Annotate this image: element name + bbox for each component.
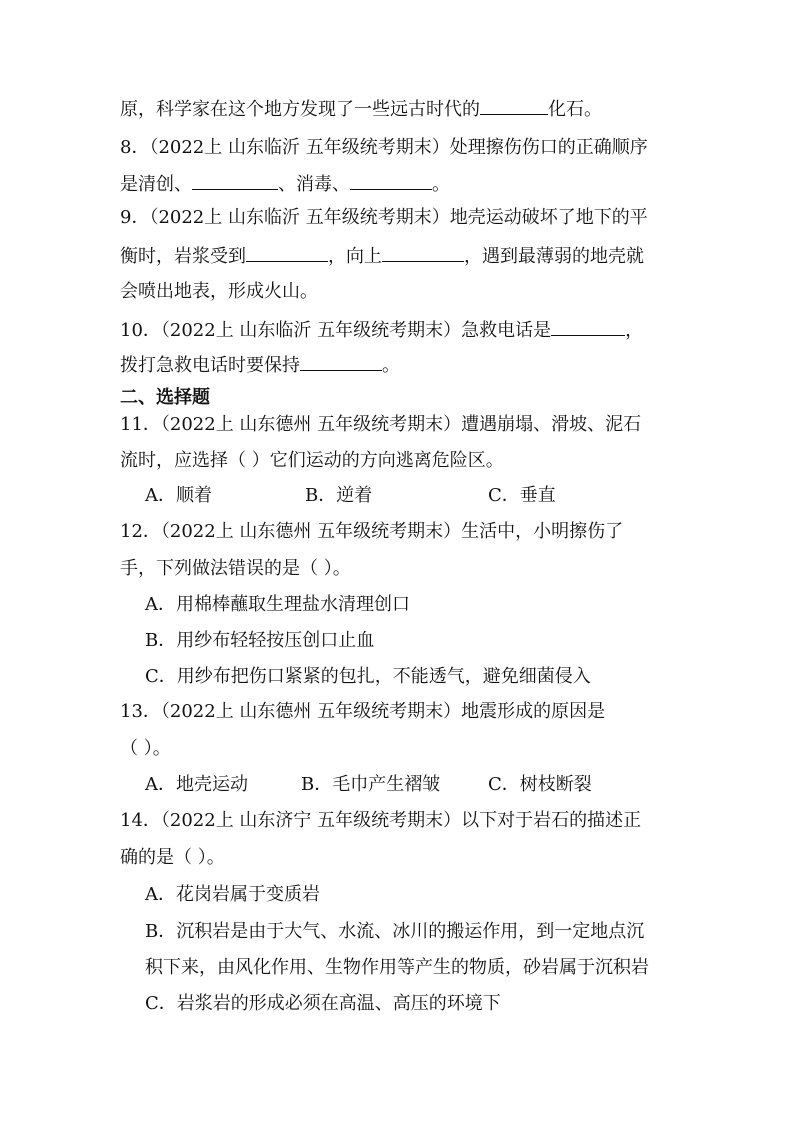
q10-text-d: 。 xyxy=(382,355,400,376)
q12-line1: 12．（2022上 山东德州 五年级统考期末）生活中，小明擦伤了 xyxy=(120,521,624,542)
q9-text-c: ，遇到最薄弱的地壳就 xyxy=(464,246,644,267)
q14-line1: 14．（2022上 山东济宁 五年级统考期末）以下对于岩石的描述正 xyxy=(120,810,642,831)
q11-option-a: A．顺着 xyxy=(145,485,212,506)
q9-blank-2 xyxy=(382,243,464,262)
q14-option-c: C．岩浆岩的形成必须在高温、高压的环境下 xyxy=(145,993,501,1014)
q10-blank-2 xyxy=(300,352,382,371)
q8-blank-1 xyxy=(192,171,278,190)
q13-line1: 13．（2022上 山东德州 五年级统考期末）地震形成的原因是 xyxy=(120,701,606,722)
q14-option-b-line1: B．沉积岩是由于大气、水流、冰川的搬运作用，到一定地点沉 xyxy=(145,921,645,942)
q12-option-b: B．用纱布轻轻按压创口止血 xyxy=(145,630,375,651)
q7-blank xyxy=(480,96,548,115)
q9-line2 xyxy=(120,243,680,269)
q9-text-a: 衡时，岩浆受到 xyxy=(120,246,246,267)
q12-option-c: C．用纱布把伤口紧紧的包扎，不能透气，避免细菌侵入 xyxy=(145,666,591,687)
q8-text-a: 是清创、 xyxy=(120,174,192,195)
q11-option-c: C．垂直 xyxy=(488,485,556,506)
q8-line2 xyxy=(120,171,680,197)
q14-line2: 确的是（ ）。 xyxy=(120,847,225,868)
q13-option-c: C．树枝断裂 xyxy=(488,774,592,795)
q10-text-b: ， xyxy=(625,320,644,341)
q12-line2: 手，下列做法错误的是（ ）。 xyxy=(120,558,351,579)
q9-blank-1 xyxy=(246,243,328,262)
q9-line1: 9．（2022上 山东临沂 五年级统考期末）地壳运动破坏了地下的平 xyxy=(120,207,648,228)
q10-text-a: 10．（2022上 山东临沂 五年级统考期末）急救电话是 xyxy=(120,320,552,341)
q13-option-b: B．毛巾产生褶皱 xyxy=(301,774,441,795)
q13-option-a: A．地壳运动 xyxy=(145,774,248,795)
q13-line2: （ ）。 xyxy=(120,738,171,759)
q7-line xyxy=(120,96,680,122)
q10-line1 xyxy=(120,317,680,343)
q10-line2 xyxy=(120,352,680,378)
q7-suffix: 化石。 xyxy=(548,99,602,120)
q8-text-b: 、消毒、 xyxy=(278,174,350,195)
q8-text-c: 。 xyxy=(432,174,450,195)
q9-line3: 会喷出地表，形成火山。 xyxy=(120,281,318,302)
q14-option-a: A．花岗岩属于变质岩 xyxy=(145,884,320,905)
q12-option-a: A．用棉棒蘸取生理盐水清理创口 xyxy=(145,594,410,615)
q8-blank-2 xyxy=(350,171,432,190)
q10-text-c: 拨打急救电话时要保持 xyxy=(120,355,300,376)
q10-blank-1 xyxy=(551,317,625,336)
q11-line2: 流时，应选择（ ）它们运动的方向逃离危险区。 xyxy=(120,450,504,471)
q11-option-b: B．逆着 xyxy=(305,485,373,506)
section-title: 二、选择题 xyxy=(120,387,210,408)
q11-line1: 11．（2022上 山东德州 五年级统考期末）遭遇崩塌、滑坡、泥石 xyxy=(120,414,642,435)
q14-option-b-line2: 积下来，由风化作用、生物作用等产生的物质，砂岩属于沉积岩 xyxy=(145,957,649,978)
q7-text: 原，科学家在这个地方发现了一些远古时代的 xyxy=(120,99,480,120)
q9-text-b: ，向上 xyxy=(328,246,382,267)
q8-line1: 8．（2022上 山东临沂 五年级统考期末）处理擦伤伤口的正确顺序 xyxy=(120,137,648,158)
